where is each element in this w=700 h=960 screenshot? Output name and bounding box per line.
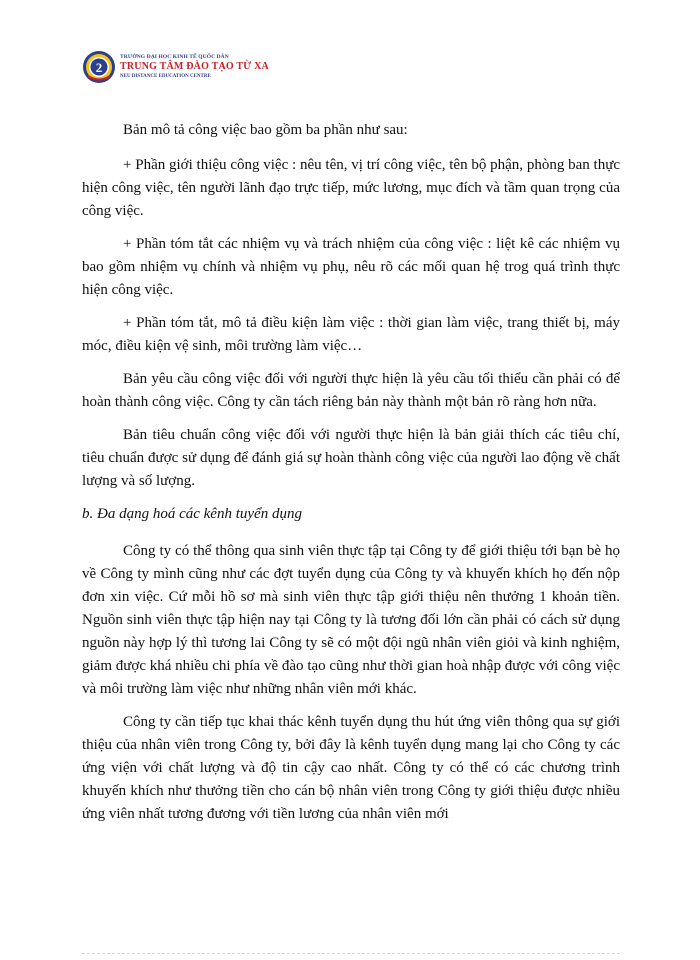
paragraph: Bản tiêu chuẩn công việc đối với người thực hiện là bản giải thích các tiêu chí, tiêu chuẩn được sử dụng để đánh giá sự hoàn thành công việc của người lao động về chất lượng và số lượng.	[82, 427, 620, 489]
svg-text:2: 2	[95, 60, 103, 75]
paragraph: + Phần tóm tắt các nhiệm vụ và trách nhiệm của công việc : liệt kê các nhiệm vụ bao gồm nhiệm vụ chính và nhiệm vụ phụ, nêu rõ các mối quan hệ trog quá trình thực hiện công việc.	[82, 236, 620, 298]
centre-name: TRUNG TÂM ĐÀO TẠO TỪ XA	[120, 61, 269, 73]
page-header	[82, 50, 269, 84]
neu-logo-icon	[82, 50, 116, 84]
paragraph: Bản yêu cầu công việc đối với người thực hiện là yêu cầu tối thiểu cần phải có để hoàn thành công việc. Công ty cần tách riêng bản này thành một bản rõ ràng hơn nữa.	[82, 371, 620, 410]
paragraph: + Phần giới thiệu công việc : nêu tên, vị trí công việc, tên bộ phận, phòng ban thực hiện công việc, tên người lãnh đạo trực tiếp, mức lương, mục đích và tầm quan trọng của công việc.	[82, 157, 620, 219]
paragraph: + Phần tóm tắt, mô tả điều kiện làm việc : thời gian làm việc, trang thiết bị, máy móc, điều kiện vệ sinh, môi trường làm việc…	[82, 315, 620, 354]
paragraph: Công ty có thể thông qua sinh viên thực tập tại Công ty để giới thiệu tới bạn bè họ về Công ty mình cũng như các đợt tuyển dụng của Công ty và khuyến khích họ đến nộp đơn xin việc. Cứ mỗi hồ sơ mà sinh viên thực tập giới thiệu nên thưởng 1 khoản tiền. Nguồn sinh viên thực tập hiện nay tại Công ty là tương đối lớn cần phải có cách sử dụng nguồn này hợp lý thì tương lai Công ty sẽ có một đội ngũ nhân viên giỏi và kinh nghiệm, giảm được khá nhiều chi phía về đào tạo cũng như thời gian hoà nhập được với công việc và môi trường làm việc như những nhân viên mới khác.	[82, 543, 620, 697]
centre-name-english: NEU DISTANCE EDUCATION CENTRE	[120, 74, 211, 80]
paragraph: Bản mô tả công việc bao gồm ba phần như sau:	[123, 122, 408, 138]
document-body	[82, 119, 620, 836]
footer-divider	[82, 953, 620, 954]
section-heading: b. Đa dạng hoá các kênh tuyển dụng	[82, 506, 302, 522]
university-name: TRƯỜNG ĐẠI HỌC KINH TẾ QUỐC DÂN	[120, 53, 229, 60]
paragraph: Công ty cần tiếp tục khai thác kênh tuyển dụng thu hút ứng viên thông qua sự giới thiệu của nhân viên trong Công ty, bởi đây là kênh tuyển dụng mang lại cho Công ty các ứng viện với chất lượng và độ tin cậy cao nhất. Công ty có thể có các chương trình khuyến khích như thưởng tiền cho cán bộ nhân viên trong Công ty giới thiệu được nhiều ứng viên nhất tương đương với tiền lương của nhân viên mới	[82, 714, 620, 822]
